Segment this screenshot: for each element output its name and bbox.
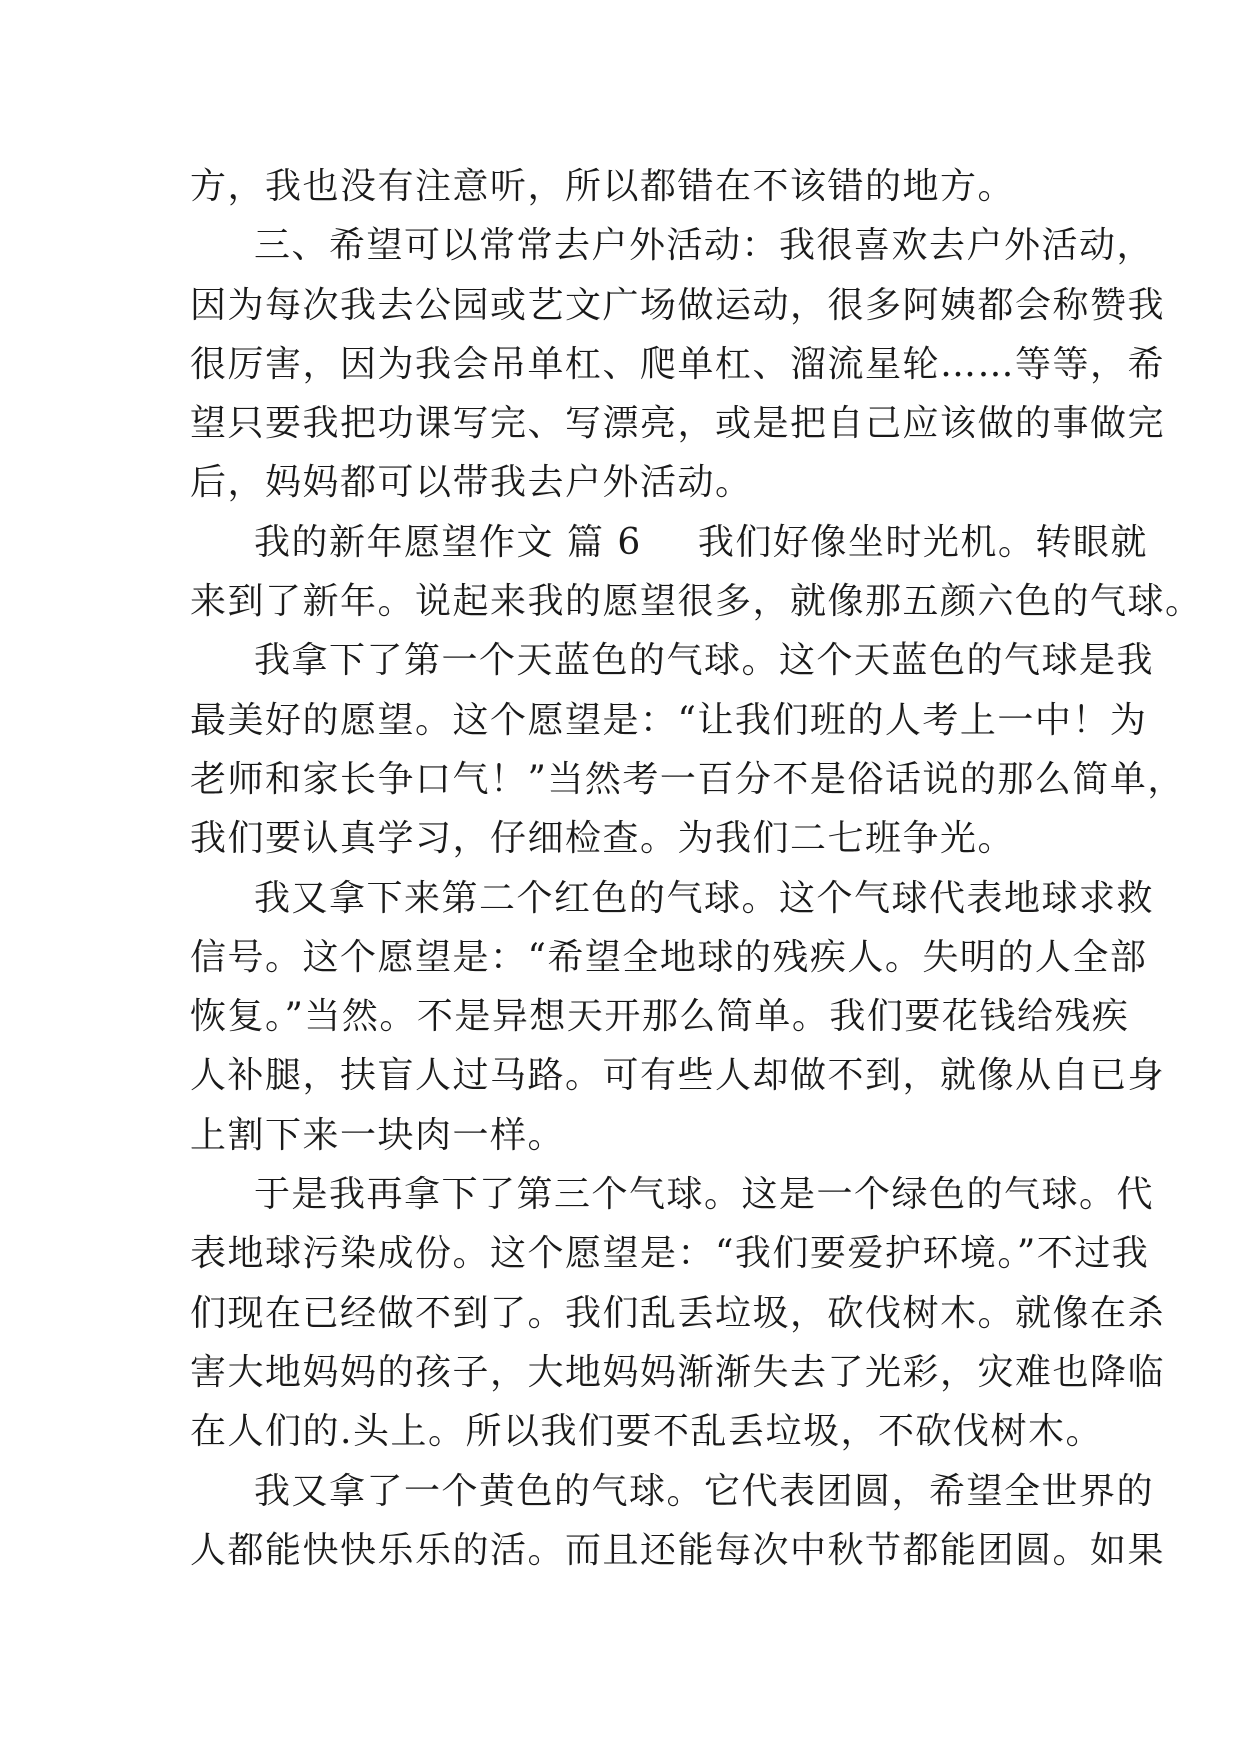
text-line: 老师和家长争口气！”当然考一百分不是俗话说的那么简单， <box>190 758 1185 800</box>
text-line: 表地球污染成份。这个愿望是：“我们要爱护环境。”不过我 <box>190 1233 1150 1275</box>
text-line: 在人们的.头上。所以我们要不乱丢垃圾，不砍伐树木。 <box>190 1411 1103 1453</box>
text-line: 害大地妈妈的孩子，大地妈妈渐渐失去了光彩，灾难也降临 <box>190 1351 1166 1393</box>
text-line: 后，妈妈都可以带我去户外活动。 <box>190 462 753 504</box>
text-line: 上割下来一块肉一样。 <box>190 1114 566 1156</box>
text-line: 人都能快快乐乐的活。而且还能每次中秋节都能团圆。如果 <box>190 1529 1166 1571</box>
text-line: 恢复。”当然。不是异想天开那么简单。我们要花钱给残疾 <box>190 996 1130 1038</box>
text-line: 望只要我把功课写完、写漂亮，或是把自己应该做的事做完 <box>190 403 1166 445</box>
essay-number: 篇 6 <box>566 521 642 563</box>
text-line: 三、希望可以常常去户外活动：我很喜欢去户外活动， <box>254 225 1155 267</box>
text-line: 我们好像坐时光机。转眼就 <box>697 521 1148 563</box>
text-line: 于是我再拿下了第三个气球。这是一个绿色的气球。代 <box>254 1174 1155 1216</box>
text-line: 来到了新年。说起来我的愿望很多，就像那五颜六色的气球。 <box>190 581 1203 623</box>
text-line: 们现在已经做不到了。我们乱丢垃圾，砍伐树木。就像在杀 <box>190 1292 1166 1334</box>
body-text <box>190 157 1203 1580</box>
text-line: 我又拿了一个黄色的气球。它代表团圆，希望全世界的 <box>254 1470 1155 1512</box>
text-line: 最美好的愿望。这个愿望是：“让我们班的人考上一中！为 <box>190 699 1148 741</box>
text-line: 方，我也没有注意听，所以都错在不该错的地方。 <box>190 166 1016 207</box>
text-line: 很厉害，因为我会吊单杠、爬单杠、溜流星轮……等等，希 <box>190 343 1166 385</box>
text-line: 信号。这个愿望是：“希望全地球的残疾人。失明的人全部 <box>190 936 1148 978</box>
text-line: 我拿下了第一个天蓝色的气球。这个天蓝色的气球是我 <box>254 640 1155 682</box>
essay-heading-line <box>190 513 1148 572</box>
text-line: 我们要认真学习，仔细检查。为我们二七班争光。 <box>190 818 1016 860</box>
text-line: 人补腿，扶盲人过马路。可有些人却做不到，就像从自已身 <box>190 1055 1166 1097</box>
text-line: 我又拿下来第二个红色的气球。这个气球代表地球求救 <box>254 877 1155 919</box>
essay-heading: 我的新年愿望作文 <box>254 521 555 563</box>
text-line: 因为每次我去公园或艺文广场做运动，很多阿姨都会称赞我 <box>190 284 1166 326</box>
